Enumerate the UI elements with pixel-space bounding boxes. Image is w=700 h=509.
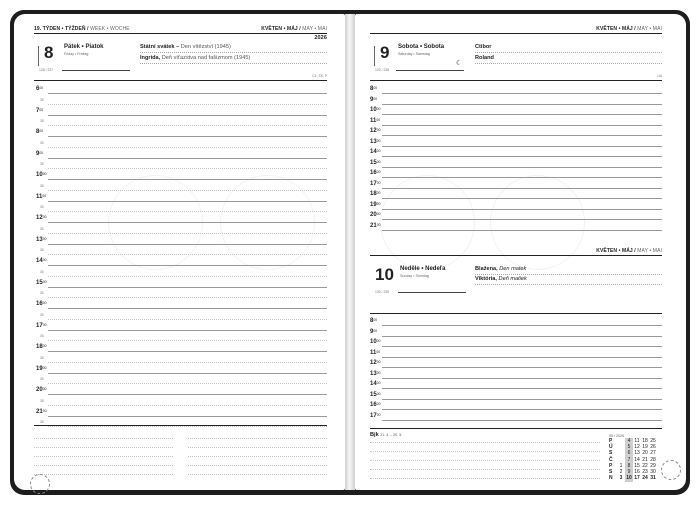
hour-label: $12^{00}$ [36,215,47,221]
calendar-date: 13 [634,450,640,457]
calendar-weekday: N [609,475,613,482]
day-divider [38,46,39,66]
calendar-date: 11 [634,438,640,444]
half-hour-line [48,297,327,298]
hour-line [382,420,662,421]
hour-line [382,104,662,105]
nameday-cz: Ctibor [475,44,492,50]
half-hour-label: 30 [40,355,44,360]
half-hour-label: 30 [40,205,44,210]
note-line [370,478,600,479]
hour-line [382,209,662,210]
nameday-line [475,274,662,275]
hour-label: $8^{00}$ [370,86,378,92]
hour-line [382,156,662,157]
header-rule [370,33,662,34]
calendar-date: 22 [642,462,648,469]
zodiac-label: Bjk 21. 4. – 20. 5. [370,432,403,438]
hour-line [48,115,327,116]
hour-label: $9^{00}$ [370,96,378,103]
half-hour-label: 30 [40,291,44,296]
half-hour-line [48,383,327,384]
footer-rule [370,428,662,429]
hour-label: $17^{00}$ [370,180,381,187]
half-hour-label: 30 [40,119,44,124]
half-hour-label: 30 [40,269,44,274]
half-hour-line [48,319,327,320]
hour-label: $13^{00}$ [370,138,381,145]
hour-label: $16^{00}$ [36,301,47,307]
nameday-line [475,63,662,64]
nameday-line [475,52,662,53]
year-label: 2026 [314,35,327,41]
month-header-right: KVĚTEN • MÁJ / MAY • MAI [596,26,662,32]
calendar-weekday: P [609,438,613,444]
half-hour-line [48,426,327,427]
calendar-date: 24 [642,475,648,482]
hour-line [48,308,327,309]
calendar-date: 5 [625,444,633,451]
day-underline [396,70,464,71]
day-underline [62,70,130,71]
notes-top-rule [34,425,327,426]
calendar-weekday: S [609,469,613,475]
hour-label: $21^{00}$ [370,222,381,229]
calendar-date: 28 [650,456,656,463]
calendar-date: 21 [642,456,648,463]
hour-label: $12^{00}$ [370,360,381,366]
country-tag: CZ, SK, F [312,74,327,78]
header-rule [34,33,327,34]
day-name: Sobota • Sobota [398,44,445,50]
hour-label: $13^{00}$ [370,370,381,377]
hour-line [382,399,662,400]
hour-line [48,136,327,137]
note-line [34,474,173,475]
half-hour-line [48,362,327,363]
calendar-date: 17 [634,475,640,482]
mini-calendar-title: 05 / 2026 [609,434,624,438]
calendar-date: 26 [650,444,656,451]
hour-line [48,416,327,417]
note-line [34,438,173,439]
hour-line [382,325,662,326]
calendar-weekday: Ú [609,444,613,451]
half-hour-label: 30 [40,140,44,145]
hour-label: $15^{00}$ [370,391,381,398]
calendar-weekday: S [609,450,613,457]
corner-perforation [30,474,50,494]
half-hour-line [48,104,327,105]
hour-label: $6^{00}$ [36,86,44,92]
hour-line [48,158,327,159]
day-number: 9 [380,43,390,62]
calendar-date: 6 [625,450,633,457]
hour-line [382,125,662,126]
half-hour-label: 30 [40,97,44,102]
note-line [34,456,173,457]
half-hour-line [48,340,327,341]
calendar-date: 27 [650,450,656,457]
hour-line [48,179,327,180]
note-line [370,451,600,452]
hour-label: $10^{00}$ [36,172,47,178]
hour-line [48,244,327,245]
week-header: 19. TÝDEN • TÝŽDEŇ / WEEK • WOCHE [34,26,130,32]
note-line [188,465,327,466]
note-line [370,442,600,443]
half-hour-label: 30 [40,248,44,253]
hour-label: $17^{00}$ [36,322,47,329]
hour-label: $8^{00}$ [36,129,44,135]
note-line [188,438,327,439]
hour-line [382,93,662,94]
hour-label: $15^{00}$ [370,159,381,166]
hour-line [382,198,662,199]
calendar-date: 2 [619,469,623,475]
hour-line [48,330,327,331]
note-line [370,469,600,470]
day-name-en-de: Friday • Freitag [64,52,89,56]
hour-line [382,230,662,231]
hour-label: $14^{00}$ [370,149,381,155]
half-hour-label: 30 [40,162,44,167]
hour-line [382,177,662,178]
hour-label: $18^{00}$ [370,191,381,197]
calendar-date: 12 [634,444,640,451]
hour-label: $11^{00}$ [370,349,381,356]
hour-line [382,388,662,389]
hour-line [382,167,662,168]
nameday-sk: Viktória, Deň matiek [475,276,527,282]
hour-line [382,346,662,347]
calendar-date: 3 [619,475,623,482]
hour-line [382,367,662,368]
calendar-date: 15 [634,462,640,469]
hour-label: $12^{00}$ [370,128,381,134]
hour-label: $11^{00}$ [36,193,47,200]
hour-line [48,373,327,374]
half-hour-label: 30 [40,420,44,425]
hour-line [382,114,662,115]
hour-label: $10^{00}$ [370,339,381,345]
nameday-line [475,284,662,285]
day-name-en-de: Saturday • Samstag [398,52,430,56]
nameday-line [140,63,327,64]
hour-label: $11^{00}$ [370,117,381,124]
note-line [188,447,327,448]
hour-label: $14^{00}$ [36,258,47,264]
month-header-sunday: KVĚTEN • MÁJ / MAY • MAI [596,248,662,254]
half-hour-label: 30 [40,334,44,339]
day-name: Pátek • Piatok [64,44,104,50]
hour-line [382,219,662,220]
hour-line [382,188,662,189]
month-header-left: KVĚTEN • MÁJ / MAY • MAI [261,26,327,32]
calendar-date: 14 [634,456,640,463]
holiday: Státní svátek – Den vítězství (1945) [140,44,231,50]
corner-perforation [661,460,681,480]
hour-label: $10^{00}$ [370,107,381,113]
half-hour-line [48,254,327,255]
hour-line [48,287,327,288]
hour-label: $20^{00}$ [36,387,47,393]
day-count: 130 / 235 [375,290,390,294]
nameday-cz: Blažena, Den matek [475,266,527,272]
half-hour-label: 30 [40,226,44,231]
calendar-date: 20 [642,450,648,457]
calendar-weekday: P [609,462,613,469]
half-hour-label: 30 [40,398,44,403]
hour-line [382,146,662,147]
nameday: Ingrida, Deň víťazstva nad fašizmom (1945) [140,55,251,61]
hour-line [382,409,662,410]
calendar-date: 7 [625,457,633,464]
hour-label: $14^{00}$ [370,381,381,387]
day-divider [374,46,375,66]
hour-label: $15^{00}$ [36,279,47,286]
note-line [370,460,600,461]
day-number: 8 [44,43,54,62]
hour-label: $20^{00}$ [370,212,381,218]
half-hour-label: 30 [40,183,44,188]
nameday-sk: Roland [475,55,494,61]
calendar-date: 9 [625,469,633,476]
half-hour-line [48,405,327,406]
hour-label: $18^{00}$ [36,344,47,350]
half-hour-line [48,233,327,234]
calendar-date: 16 [634,469,640,475]
hour-line [382,357,662,358]
hour-label: $21^{00}$ [36,408,47,415]
calendar-date: 1 [619,462,623,469]
hour-label: $8^{00}$ [370,318,378,324]
calendar-weekday: Č [609,456,613,463]
half-hour-label: 30 [40,312,44,317]
half-hour-line [48,125,327,126]
calendar-date: 29 [650,462,656,469]
note-line [34,465,173,466]
calendar-date: 30 [650,469,656,475]
half-hour-line [48,276,327,277]
hour-label: $7^{00}$ [36,107,44,114]
hour-label: $17^{00}$ [370,412,381,419]
hour-line [382,135,662,136]
hour-label: $19^{00}$ [36,365,47,372]
half-hour-line [48,168,327,169]
hour-line [48,351,327,352]
schedule-top-rule [370,80,662,81]
schedule-top-rule [370,313,662,314]
hour-line [48,201,327,202]
note-line [188,474,327,475]
calendar-date: 23 [642,469,648,475]
day-underline [398,292,466,293]
hour-line [382,378,662,379]
half-hour-label: 30 [40,377,44,382]
hour-label: $9^{00}$ [36,150,44,157]
hour-line [382,336,662,337]
calendar-date: 10 [626,475,632,482]
hour-label: $13^{00}$ [36,236,47,243]
schedule-top-rule [34,80,327,81]
hour-line [48,394,327,395]
note-line [34,447,173,448]
hour-label: $16^{00}$ [370,170,381,176]
header-rule [370,255,662,256]
day-count: 129 / 236 [375,68,390,72]
hour-line [48,222,327,223]
day-number: 10 [375,265,394,284]
half-hour-line [48,211,327,212]
note-line [188,456,327,457]
half-hour-line [48,147,327,148]
hour-label: $19^{00}$ [370,201,381,208]
hour-label: $9^{00}$ [370,328,378,335]
half-hour-line [48,190,327,191]
calendar-date: 18 [642,438,648,444]
country-tag: UA [657,74,662,78]
spine [345,14,355,490]
holiday-line [140,52,327,53]
hour-label: $16^{00}$ [370,402,381,408]
calendar-date: 4 [625,438,633,445]
calendar-date: 25 [650,438,656,444]
hour-line [48,93,327,94]
calendar-date: 31 [650,475,656,482]
day-count: 128 / 237 [39,68,54,72]
hour-line [48,265,327,266]
calendar-date: 8 [625,463,633,470]
calendar-date: 19 [642,444,648,451]
moon-icon: ☾ [456,60,463,67]
day-name: Neděle • Nedeľa [400,266,446,272]
day-name-en-de: Sunday • Sonntag [400,274,429,278]
